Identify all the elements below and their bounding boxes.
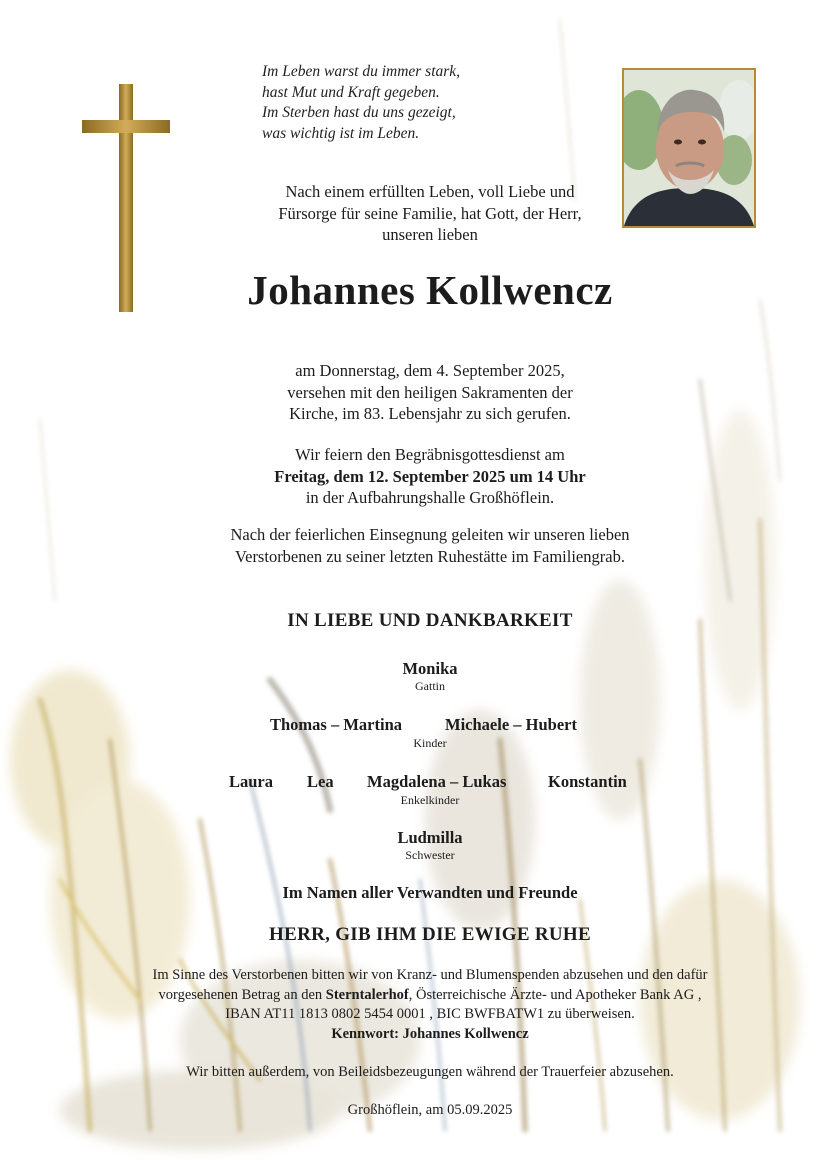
intro-line: Nach einem erfüllten Leben, voll Liebe und xyxy=(285,182,575,201)
intro-line: unseren lieben xyxy=(382,225,478,244)
relatives-line: Im Namen aller Verwandten und Freunde xyxy=(282,883,578,902)
poem-line: was wichtig ist im Leben. xyxy=(262,124,420,142)
donation-line: Im Sinne des Verstorbenen bitten wir von Kranz- und Blumenspenden abzusehen und den dafür xyxy=(152,967,708,983)
funeral-info xyxy=(160,444,700,509)
funeral-place: in der Aufbahrungshalle Großhöflein. xyxy=(305,488,555,507)
spouse-role: Gattin xyxy=(415,679,445,693)
passing-line: am Donnerstag, dem 4. September 2025, xyxy=(295,361,565,380)
grandchild-name: Konstantin xyxy=(548,772,627,791)
donation-keyword: Kennwort: Johannes Kollwencz xyxy=(331,1025,529,1042)
poem xyxy=(262,62,502,144)
passing-line: Kirche, im 83. Lebensjahr zu sich gerufen. xyxy=(289,404,571,423)
grandchild-name: Lea xyxy=(307,772,334,791)
burial-line: Verstorbenen zu seiner letzten Ruhestätte im Familiengrab. xyxy=(235,546,625,566)
bank-details: IBAN AT11 1813 0802 5454 0001 , BIC BWFBATW1 zu überweisen. xyxy=(225,1006,635,1022)
donation-line-pre: vorgesehenen Betrag an den xyxy=(158,986,326,1003)
spouse-name: Monika xyxy=(402,659,458,678)
funeral-line: Wir feiern den Begräbnisgottesdienst am xyxy=(295,445,565,464)
grandchild-name: Laura xyxy=(229,772,274,791)
donation-line-post: , Österreichische Ärzte- und Apotheker Bank AG , xyxy=(408,986,702,1003)
children-role: Kinder xyxy=(413,736,447,750)
child-name: Michaele – Hubert xyxy=(445,715,577,734)
charity-name: Sterntalerhof xyxy=(325,986,409,1003)
burial-line: Nach der feierlichen Einsegnung geleiten wir unseren lieben xyxy=(230,525,630,544)
passing-text xyxy=(160,360,700,425)
passing-line: versehen mit den heiligen Sakramenten der xyxy=(287,382,573,402)
sister-role: Schwester xyxy=(405,848,455,862)
burial-text xyxy=(100,524,760,567)
intro-text xyxy=(160,181,700,246)
grandchild-name: Magdalena – Lukas xyxy=(367,772,507,791)
donation-text xyxy=(60,966,800,1044)
mourners-heading: IN LIEBE UND DANKBARKEIT xyxy=(287,610,573,631)
prayer-line: HERR, GIB IHM DIE EWIGE RUHE xyxy=(269,924,591,945)
condolences-note: Wir bitten außerdem, von Beileidsbezeugungen während der Trauerfeier abzusehen. xyxy=(186,1064,674,1080)
intro-line: Fürsorge für seine Familie, hat Gott, der Herr, xyxy=(278,203,582,223)
poem-line: Im Leben warst du immer stark, xyxy=(262,63,461,80)
poem-line: hast Mut und Kraft gegeben. xyxy=(262,83,440,101)
funeral-date-time: Freitag, dem 12. September 2025 um 14 Uhr xyxy=(274,466,586,486)
grandchildren-role: Enkelkinder xyxy=(400,793,460,807)
place-date: Großhöflein, am 05.09.2025 xyxy=(347,1102,513,1118)
sister-name: Ludmilla xyxy=(397,828,463,847)
donation-line xyxy=(60,986,800,1006)
poem-line: Im Sterben hast du uns gezeigt, xyxy=(262,104,456,121)
child-name: Thomas – Martina xyxy=(270,715,402,734)
deceased-name: Johannes Kollwencz xyxy=(247,267,613,313)
